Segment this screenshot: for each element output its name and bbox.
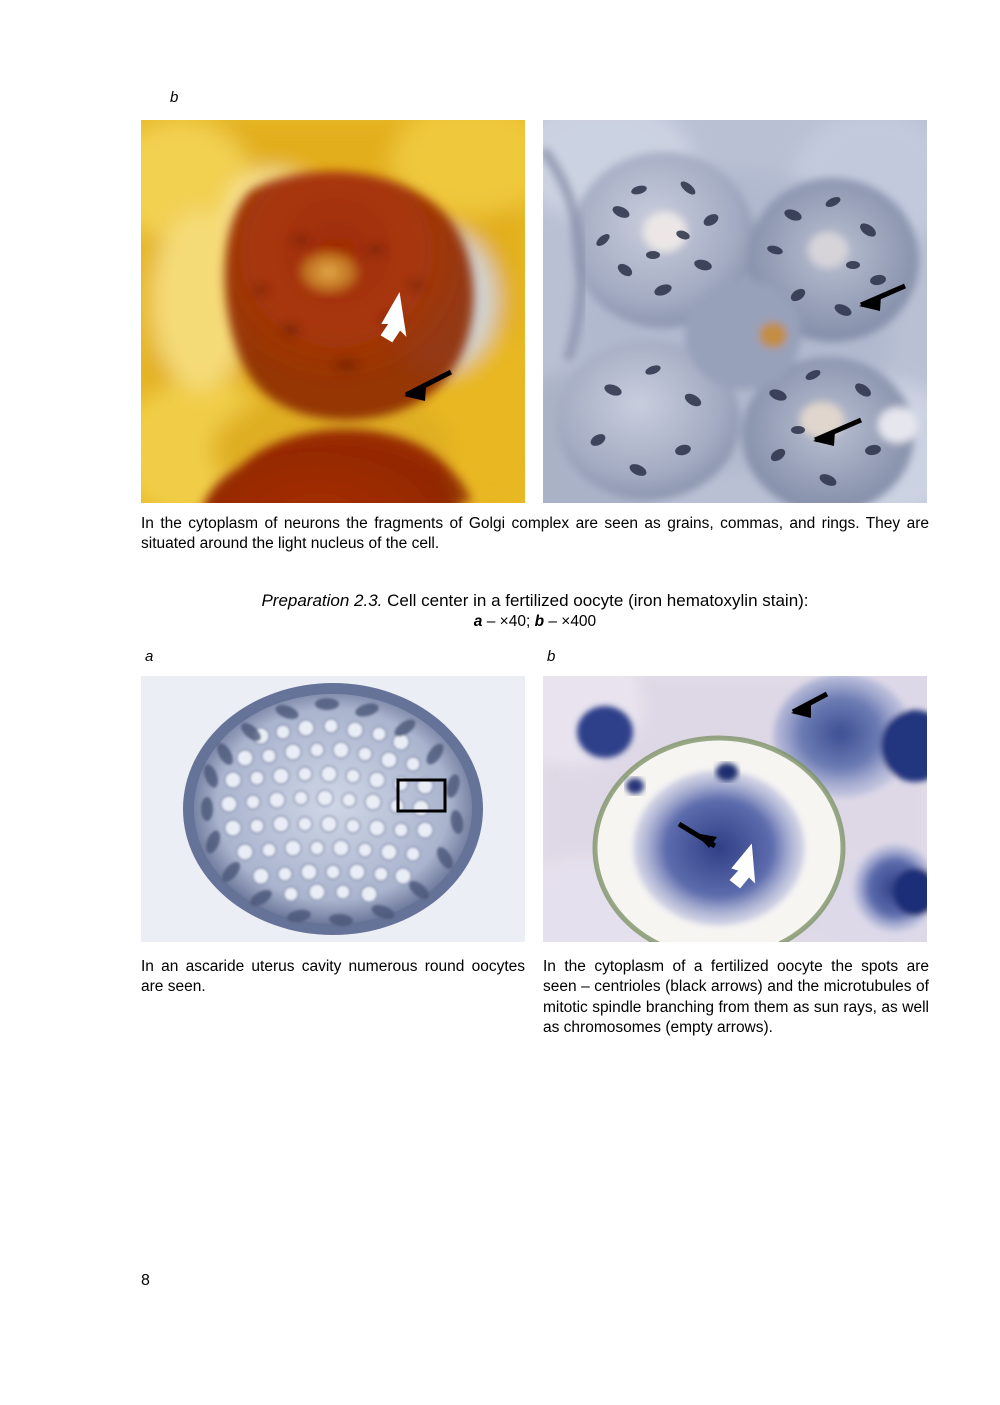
micrograph-ascaride-uterus	[141, 676, 525, 942]
preparation-number: Preparation 2.3.	[261, 591, 383, 610]
magnification-label-a: a	[473, 613, 483, 630]
caption-oocyte-a: In an ascaride uterus cavity numerous round oocytes are seen.	[141, 958, 525, 996]
magnification-label-b: b	[534, 613, 545, 630]
magnification-value-b: – ×400	[544, 613, 597, 630]
micrograph-fertilized-oocyte	[543, 676, 927, 942]
figure-label-a-bottom: a	[145, 648, 154, 665]
preparation-title: Cell center in a fertilized oocyte (iron hematoxylin stain):	[382, 591, 809, 610]
figure-oocyte-panel-a	[141, 676, 525, 942]
caption-oocyte-b: In the cytoplasm of a fertilized oocyte the spots are seen – centrioles (black arrows) and the microtubules of mitotic spindle branching from them as sun rays, as well as chromosomes (empty arrows).	[543, 958, 929, 1037]
preparation-heading	[141, 588, 929, 614]
page-number: 8	[141, 1272, 150, 1289]
micrograph-neurons-hematoxylin	[543, 120, 927, 503]
figure-golgi-panel-a	[141, 120, 525, 503]
figure-oocyte-panel-b	[543, 676, 927, 942]
figure-label-b-bottom: b	[547, 648, 556, 665]
caption-golgi: In the cytoplasm of neurons the fragments of Golgi complex are seen as grains, commas, and rings. They are situated around the light nucleus of the cell.	[141, 515, 929, 553]
magnification-value-a: – ×40;	[482, 613, 535, 630]
micrograph-neurons-golgi-orange	[141, 120, 525, 503]
preparation-magnification	[141, 613, 929, 631]
figure-golgi-panel-b	[543, 120, 927, 503]
figure-label-b-top: b	[170, 89, 179, 106]
